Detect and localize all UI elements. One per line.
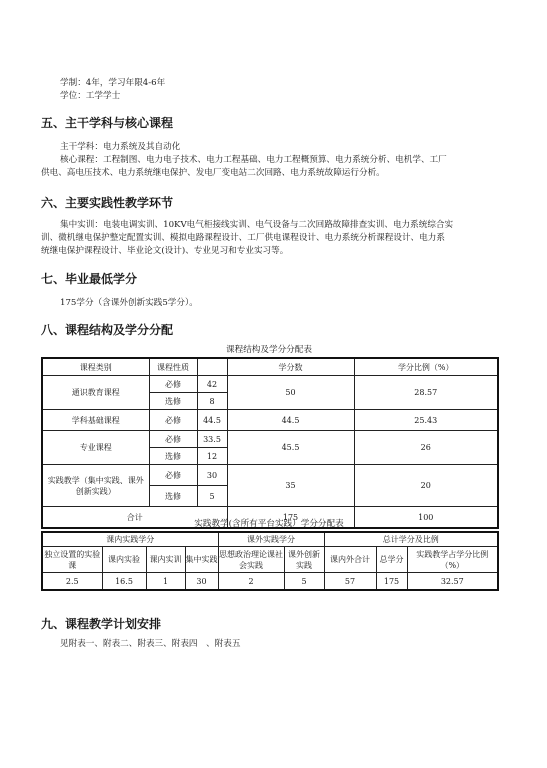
category-line: 创新实践） [75, 486, 116, 496]
header-cell: 课内外合计 [324, 547, 376, 573]
value-cell: 2.5 [42, 573, 102, 591]
header-cell: 课外创新实践 [284, 547, 324, 573]
nature-cell: 选修 [149, 393, 197, 410]
header-cell: 实践教学占学分比例（%） [407, 547, 498, 573]
practice-line1: 集中实训：电装电调实训、10KV电气柜接线实训、电气设备与二次回路故障排查实训、电力系统综合实 [60, 220, 454, 230]
category-cell [42, 465, 149, 507]
header-cell: 集中实践 [185, 547, 218, 573]
practice-line3: 统继电保护课程设计、毕业论文(设计)、专业见习和专业实习等。 [41, 246, 289, 256]
value-cell: 5 [197, 486, 227, 507]
ratio-cell: 25.43 [354, 410, 498, 431]
table1-caption: 课程结构及学分分配表 [226, 345, 312, 355]
appendix-list: 见附表一、附表二、附表三、附表四 、附表五 [60, 639, 241, 649]
value-cell: 57 [324, 573, 376, 591]
value-cell: 16.5 [102, 573, 146, 591]
header-cell: 学分比例（%） [354, 358, 498, 376]
category-cell: 学科基础课程 [42, 410, 149, 431]
main-discipline: 主干学科：电力系统及其自动化 [60, 142, 181, 152]
group-total: 总计学分及比例 [324, 532, 498, 547]
value-cell: 12 [197, 448, 227, 465]
header-cell: 学分数 [227, 358, 354, 376]
practice-line2: 训、微机继电保护整定配置实训、模拟电路课程设计、工厂供电课程设计、电力系统分析课程设计、电力系 [41, 233, 445, 243]
nature-cell: 必修 [149, 376, 197, 393]
table-header-row [42, 358, 498, 376]
header-cell [197, 358, 227, 376]
total-ratio: 100 [354, 507, 498, 529]
nature-cell: 必修 [149, 410, 197, 431]
table-header-row [42, 547, 498, 573]
table-row [42, 465, 498, 486]
value-cell: 42 [197, 376, 227, 393]
study-duration: 学制：4年，学习年限4-6年 [60, 78, 166, 88]
header-cell: 课程类别 [42, 358, 149, 376]
group-extracurricular: 课外实践学分 [218, 532, 324, 547]
header-cell: 课内实验 [102, 547, 146, 573]
table-row [42, 431, 498, 448]
value-cell: 8 [197, 393, 227, 410]
table-row [42, 410, 498, 431]
header-cell: 总学分 [376, 547, 407, 573]
credits-cell: 45.5 [227, 431, 354, 465]
credit-structure-table [41, 357, 499, 529]
table2-caption: 实践教学(含所有平台实践）学分分配表 [194, 519, 344, 529]
degree: 学位：工学学士 [60, 91, 121, 101]
core-courses-line1: 核心课程：工程制图、电力电子技术、电力工程基础、电力工程概预算、电力系统分析、电机学、工厂 [60, 155, 447, 165]
credits-cell: 50 [227, 376, 354, 410]
total-label: 合计 [42, 507, 227, 529]
value-cell: 44.5 [197, 410, 227, 431]
header-cell: 独立设置的实验课 [42, 547, 102, 573]
nature-cell: 选修 [149, 486, 197, 507]
core-courses-line2: 供电、高电压技术、电力系统继电保护、发电厂变电站二次回路、电力系统故障运行分析。 [41, 168, 385, 178]
table-row [42, 376, 498, 393]
category-cell: 专业课程 [42, 431, 149, 465]
nature-cell: 选修 [149, 448, 197, 465]
section-9-heading: 九、课程教学计划安排 [41, 617, 162, 631]
section-6-heading: 六、主要实践性教学环节 [41, 196, 174, 210]
section-7-heading: 七、毕业最低学分 [41, 272, 138, 286]
table-row [42, 573, 498, 591]
value-cell: 1 [146, 573, 185, 591]
group-in-class: 课内实践学分 [42, 532, 218, 547]
credits-cell: 35 [227, 465, 354, 507]
credits-cell: 44.5 [227, 410, 354, 431]
ratio-cell: 20 [354, 465, 498, 507]
nature-cell: 必修 [149, 431, 197, 448]
value-cell: 175 [376, 573, 407, 591]
header-cell: 思想政治理论课社会实践 [218, 547, 284, 573]
category-line: 实践教学（集中实践、课外 [47, 475, 144, 485]
section-8-heading: 八、课程结构及学分分配 [41, 323, 174, 337]
min-credits: 175学分（含课外创新实践5学分）。 [60, 298, 198, 308]
value-cell: 5 [284, 573, 324, 591]
section-5-heading: 五、主干学科与核心课程 [41, 116, 174, 130]
nature-cell: 必修 [149, 465, 197, 486]
value-cell: 30 [185, 573, 218, 591]
ratio-cell: 28.57 [354, 376, 498, 410]
group-header-row [42, 532, 498, 547]
practice-credit-table [41, 531, 499, 591]
value-cell: 33.5 [197, 431, 227, 448]
value-cell: 2 [218, 573, 284, 591]
ratio-cell: 26 [354, 431, 498, 465]
header-cell: 课程性质 [149, 358, 197, 376]
header-cell: 课内实训 [146, 547, 185, 573]
value-cell: 30 [197, 465, 227, 486]
category-cell: 通识教育课程 [42, 376, 149, 410]
value-cell: 32.57 [407, 573, 498, 591]
total-credits: 175 [227, 507, 354, 529]
